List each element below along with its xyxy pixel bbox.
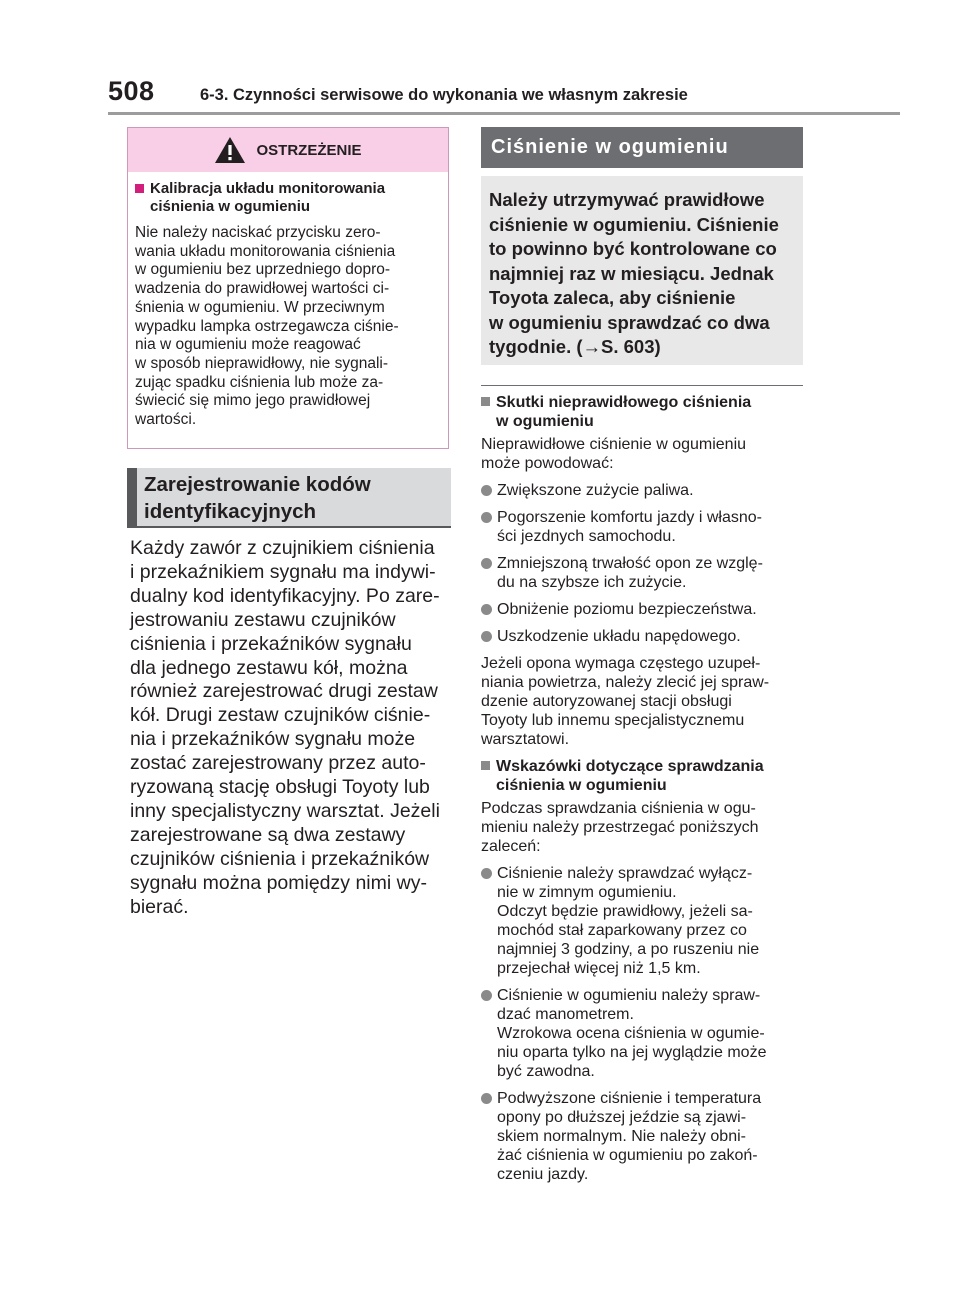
section-heading-tire-pressure: Ciśnienie w ogumieniu [481,127,803,168]
list-item-text: Zmniejszoną trwałość opon ze wzglę- du na szybsze ich zużycie. [497,555,763,591]
section-rule [127,526,451,528]
subheading-text: Skutki nieprawidłowego ciśnienia w ogumieniu [496,394,752,430]
header-rule [108,112,900,115]
paragraph: Jeżeli opona wymaga częstego uzupeł- niania powietrza, należy zlecić jej spraw- dzenie autoryzowanej stacji obsługi Toyoty lub innemu specjalistycznemu warsztatowi. [481,655,770,748]
warning-header [128,128,448,172]
subheading-checking-tips [481,757,803,795]
list-item [481,554,803,592]
list-item [481,864,803,978]
list-item-text: Zwiększone zużycie paliwa. [497,482,694,499]
paragraph: Nieprawidłowe ciśnienie w ogumieniu może powodować: [481,436,747,472]
identification-codes-body: Każdy zawór z czujnikiem ciśnienia i przekaźnikiem sygnału ma indywi- dualny kod identyfikacyjny. Po zare- jestrowaniu zestawu czujników ciśnienia i przekaźników sygnału dla jednego zestawu kół, można również zarejestrować drugi zestaw kół. Drugi zestaw czujników ciśnie- nia i przekaźników sygnału może zostać zarejestrowany przez auto- ryzowaną stację obsługi Toyoty lub inny specjalistyczny warsztat. Jeżeli zarejestrowane są dwa zestawy czujników ciśnienia i przekaźników sygnału można pomiędzy nimi wy- bierać. [130,537,440,918]
bullet-dot-icon [481,512,492,523]
chapter-title: 6-3. Czynności serwisowe do wykonania we własnym zakresie [200,86,688,104]
list-item [481,986,803,1081]
section-heading-identification-codes: Zarejestrowanie kodów identyfikacyjnych [127,468,451,526]
tire-pressure-content [481,393,803,1192]
warning-triangle-icon [214,136,246,164]
paragraph: Podczas sprawdzania ciśnienia w ogu- mieniu należy przestrzegać poniższych zaleceń: [481,800,759,855]
tire-pressure-intro: Należy utrzymywać prawidłowe ciśnienie w ogumieniu. Ciśnienie to powinno być kontrolowane co najmniej raz w miesiącu. Jednak Toyota zaleca, aby ciśnienie w ogumieniu sprawdzać co dwa tygodnie. (→S. 603) [481,176,803,365]
list-item-text: Podwyższone ciśnienie i temperatura opony po dłuższej jeździe są zjawi- skiem normalnym. Nie należy obni- żać ciśnienia w ogumieniu po zakoń- czeniu jazdy. [497,1090,762,1183]
square-marker-icon [481,761,490,770]
bullet-dot-icon [481,868,492,879]
bullet-dot-icon [481,604,492,615]
warning-title: OSTRZEŻENIE [256,141,362,159]
list-item-text: Ciśnienie w ogumieniu należy spraw- dzać manometrem. Wzrokowa ocena ciśnienia w ogumie- niu oparta tylko na jej wyglądzie może być zawodna. [497,987,767,1080]
page-number: 508 [108,76,155,106]
warning-subheading-text: Kalibracja układu monitorowania ciśnienia w ogumieniu [150,180,386,215]
list-item-text: Obniżenie poziomu bezpieczeństwa. [497,601,757,618]
subheading-text: Wskazówki dotyczące sprawdzania ciśnienia w ogumieniu [496,758,764,794]
warning-text: Nie należy naciskać przycisku zero- wania układu monitorowania ciśnienia w ogumieniu bez uprzedniego dopro- wadzenia do prawidłowej wartości ci- śnienia w ogumieniu. W przeciwnym wypadku lampka ostrzegawcza ciśnie- nia w ogumieniu może reagować w sposób nieprawidłowy, nie sygnali- zując spadku ciśnienia lub może za- świecić się mimo jego prawidłowej wartości. [135,224,399,429]
list-item [481,600,803,619]
list-item [481,508,803,546]
bullet-dot-icon [481,1093,492,1104]
list-item-text: Pogorszenie komfortu jazdy i własno- ści jezdnych samochodu. [497,509,763,545]
warning-body [128,172,448,430]
list-item [481,1089,803,1184]
bullet-dot-icon [481,485,492,496]
list-item [481,481,803,500]
section-rule [481,385,803,386]
warning-subheading [135,180,448,216]
bullet-dot-icon [481,990,492,1001]
subheading-incorrect-pressure [481,393,803,431]
bullet-dot-icon [481,631,492,642]
bullet-dot-icon [481,558,492,569]
warning-box [127,127,449,449]
list-item-text: Ciśnienie należy sprawdzać wyłącz- nie w zimnym ogumieniu. Odczyt będzie prawidłowy, jeżeli sa- mochód stał zaparkowany przez co najmniej 3 godziny, a po ruszeniu nie przejechał więcej niż 1,5 km. [497,865,760,977]
list-item [481,627,803,646]
list-item-text: Uszkodzenie układu napędowego. [497,628,741,645]
square-marker-icon [481,397,490,406]
square-marker-icon [135,184,144,193]
